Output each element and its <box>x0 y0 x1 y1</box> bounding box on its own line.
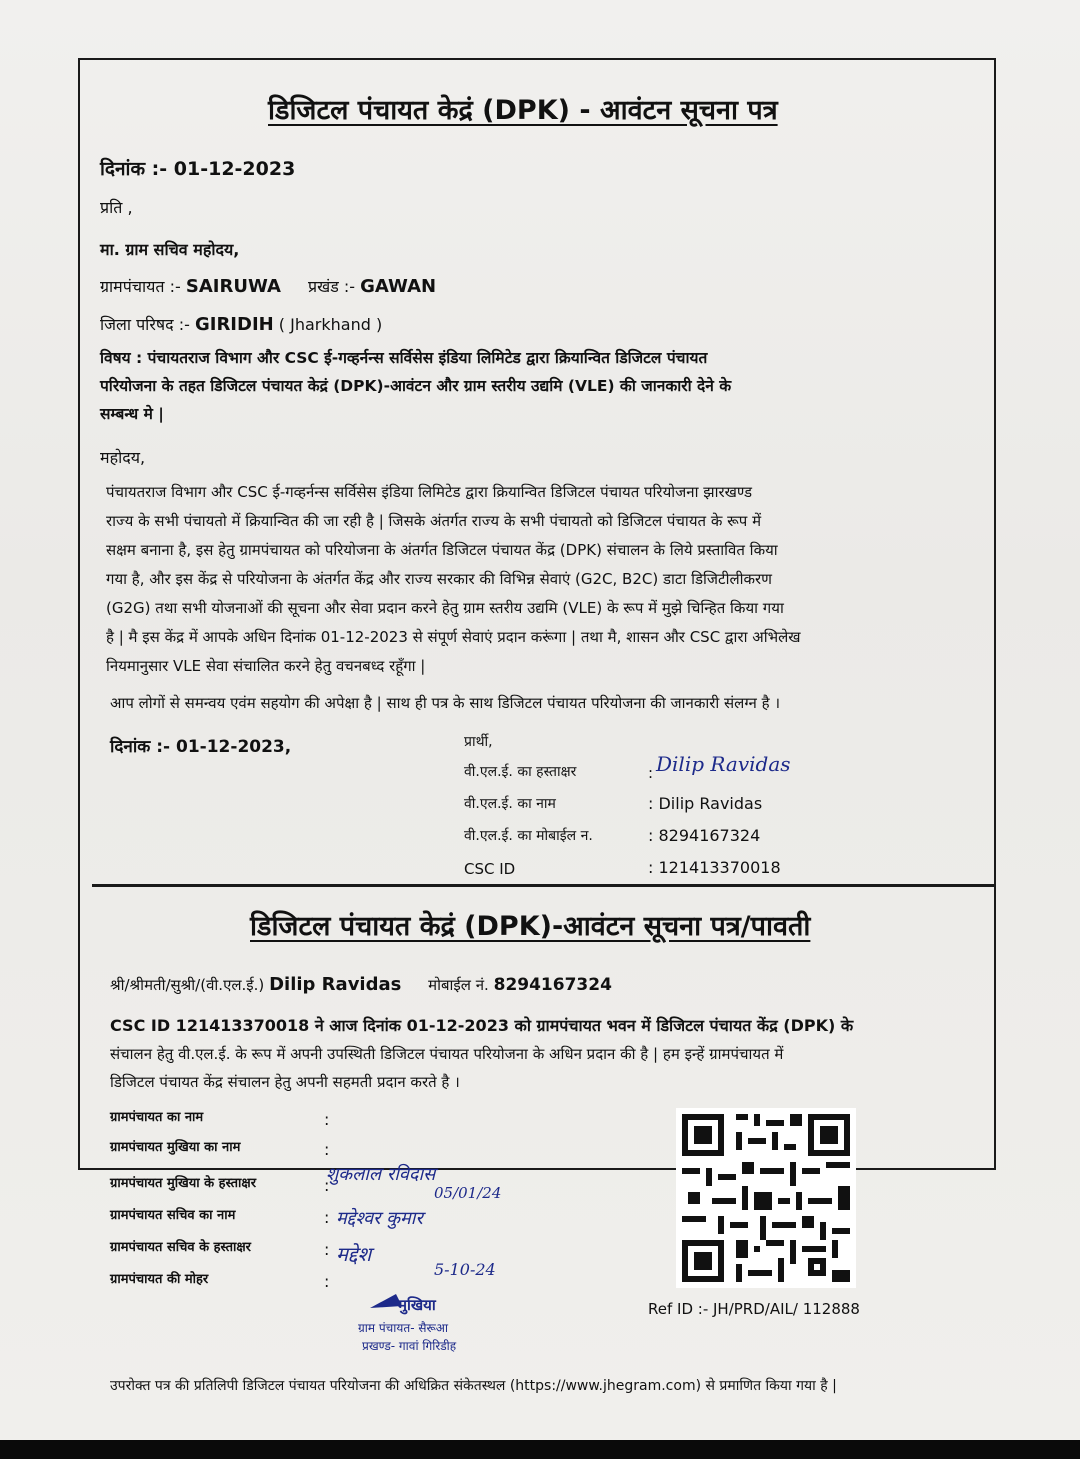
vle-signature: Dilip Ravidas <box>656 752 791 776</box>
closing-line: आप लोगों से समन्वय एवंम सहयोग की अपेक्षा है | साथ ही पत्र के साथ डिजिटल पंचायत परियोजना की जानकारी संलग्न है । <box>110 694 781 712</box>
field-seal: ग्रामपंचायत की मोहर <box>110 1272 209 1287</box>
letter-title: डिजिटल पंचायत केद्रं (DPK) - आवंटन सूचना पत्र <box>268 95 778 126</box>
person-name: Dilip Ravidas <box>269 974 402 995</box>
panchayat-line <box>100 276 436 298</box>
vle-mobile-label: वी.एल.ई. का मोबाईल न. <box>464 828 593 844</box>
field-colon: : <box>324 1140 330 1159</box>
letter-addressee: मा. ग्राम सचिव महोदय, <box>100 240 240 259</box>
subject-line: परियोजना के तहत डिजिटल पंचायत केद्रं (DPK)-आवंटन और ग्राम स्तरीय उद्यमि (VLE) की जानकारी देने के <box>100 377 732 395</box>
panchayat-label: ग्रामपंचायत :- <box>100 277 181 296</box>
receipt-person-line <box>110 974 612 996</box>
body-line: है | मै इस केंद्र में आपके अधिन दिनांक 01-12-2023 से संपूर्ण सेवाएं प्रदान करूंगा | तथा मै, शासन और CSC द्वारा अभिलेख <box>106 628 801 646</box>
field-sachiv-signature: ग्रामपंचायत सचिव के हस्ताक्षर <box>110 1240 252 1255</box>
block-label: प्रखंड :- <box>308 277 356 296</box>
vle-name-value: : Dilip Ravidas <box>648 794 763 813</box>
letter-to: प्रति , <box>100 198 133 217</box>
vle-mobile-value: : 8294167324 <box>648 826 761 845</box>
block-value: GAWAN <box>360 276 437 297</box>
state-value: ( Jharkhand ) <box>278 315 383 334</box>
applicant-label: प्रार्थी, <box>464 734 493 750</box>
footer-note: उपरोक्त पत्र की प्रतिलिपी डिजिटल पंचायत परियोजना की अधिक्रित संकेतस्थल (https://www.jhegram.com) से प्रमाणित किया गया है | <box>110 1378 837 1394</box>
official-stamp-icon <box>356 1290 506 1360</box>
sachiv-name-handwritten: मद्देश्वर कुमार <box>336 1208 423 1229</box>
csc-id-value: : 121413370018 <box>648 858 781 877</box>
sachiv-signature: मद्देश <box>336 1242 372 1266</box>
subject-block <box>100 344 980 428</box>
field-colon: : <box>324 1240 330 1259</box>
bottom-edge-bar <box>0 1440 1080 1459</box>
panchayat-value: SAIRUWA <box>185 276 281 297</box>
letter-body <box>106 478 986 681</box>
mobile-label: मोबाईल नं. <box>428 976 489 994</box>
field-panchayat-name: ग्रामपंचायत का नाम <box>110 1110 204 1125</box>
stamp-line: ग्राम पंचायत- सैरूआ <box>358 1321 449 1335</box>
stamp-line: मुखिया <box>398 1296 436 1314</box>
receipt-body-line: CSC ID 121413370018 ने आज दिनांक 01-12-2023 को ग्रामपंचायत भवन में डिजिटल पंचायत केंद्र (DPK) के <box>110 1016 854 1035</box>
body-line: नियमानुसार VLE सेवा संचालित करने हेतु वचनबध्द रहूँगा | <box>106 657 426 675</box>
vle-signature-colon: : <box>648 764 654 782</box>
section-divider <box>92 884 996 887</box>
body-line: पंचायतराज विभाग और CSC ई-गव्हर्नन्स सर्विसेस इंडिया लिमिटेड द्वारा क्रियान्वित डिजिटल पंचायत परियोजना झारखण्ड <box>106 483 753 501</box>
field-colon: : <box>324 1272 330 1291</box>
field-colon: : <box>324 1176 330 1195</box>
receipt-title: डिजिटल पंचायत केद्रं (DPK)-आवंटन सूचना पत्र/पावती <box>250 911 811 942</box>
csc-id-label: CSC ID <box>464 860 516 878</box>
vle-name-label: वी.एल.ई. का नाम <box>464 796 556 812</box>
ref-id: Ref ID :- JH/PRD/AIL/ 112888 <box>648 1300 860 1318</box>
field-colon: : <box>324 1110 330 1129</box>
field-mukhiya-signature: ग्रामपंचायत मुखिया के हस्ताक्षर <box>110 1176 257 1191</box>
body-line: (G2G) तथा सभी योजनाओं की सूचना और सेवा प्रदान करने हेतु ग्राम स्तरीय उद्यमि (VLE) के रूप में मुझे चिन्हित किया गया <box>106 599 784 617</box>
field-colon: : <box>324 1208 330 1227</box>
mukhiya-signature: शुकलाल रविदास <box>326 1164 436 1185</box>
district-value: GIRIDIH <box>194 314 274 335</box>
greeting: महोदय, <box>100 448 146 467</box>
mukhiya-signature-date: 05/01/24 <box>434 1184 502 1202</box>
subject-line: सम्बन्ध मे | <box>100 405 164 423</box>
vle-signature-label: वी.एल.ई. का हस्ताक्षर <box>464 764 577 780</box>
sign-date: दिनांक :- 01-12-2023, <box>110 737 292 757</box>
body-line: राज्य के सभी पंचायतो में क्रियान्वित की जा रही है | जिसके अंतर्गत राज्य के सभी पंचायतो को डिजिटल पंचायत के रूप में <box>106 512 762 530</box>
subject-line: विषय : पंचायतराज विभाग और CSC ई-गव्हर्नन्स सर्विसेस इंडिया लिमिटेड द्वारा क्रियान्वित डिजिटल पंचायत <box>100 349 708 367</box>
receipt-body-line: संचालन हेतु वी.एल.ई. के रूप में अपनी उपस्थिती डिजिटल पंचायत परियोजना के अधिन प्रदान की है | हम इन्हें ग्रामपंचायत में <box>110 1045 784 1063</box>
stamp-line: प्रखण्ड- गावां गिरिडीह <box>362 1339 457 1353</box>
body-line: सक्षम बनाना है, इस हेतु ग्रामपंचायत को परियोजना के अंतर्गत डिजिटल पंचायत केंद्र (DPK) संचालन के लिये प्रस्तावित किया <box>106 541 778 559</box>
mobile-value: 8294167324 <box>493 975 612 995</box>
letter-date: दिनांक :- 01-12-2023 <box>100 158 296 180</box>
qr-code-icon <box>676 1108 856 1288</box>
district-line <box>100 314 382 336</box>
receipt-body <box>110 1012 980 1096</box>
receipt-body-line: डिजिटल पंचायत केंद्र संचालन हेतु अपनी सहमती प्रदान करते है । <box>110 1073 460 1091</box>
person-prefix: श्री/श्रीमती/सुश्री/(वी.एल.ई.) <box>110 976 265 994</box>
sachiv-signature-date: 5-10-24 <box>434 1260 496 1279</box>
district-label: जिला परिषद :- <box>100 315 190 334</box>
body-line: गया है, और इस केंद्र से परियोजना के अंतर्गत केंद्र और राज्य सरकार की विभिन्न सेवाएं (G2C, B2C) डाटा डिजिटीलीकरण <box>106 570 773 588</box>
field-sachiv-name: ग्रामपंचायत सचिव का नाम <box>110 1208 236 1223</box>
field-mukhiya-name: ग्रामपंचायत मुखिया का नाम <box>110 1140 241 1155</box>
